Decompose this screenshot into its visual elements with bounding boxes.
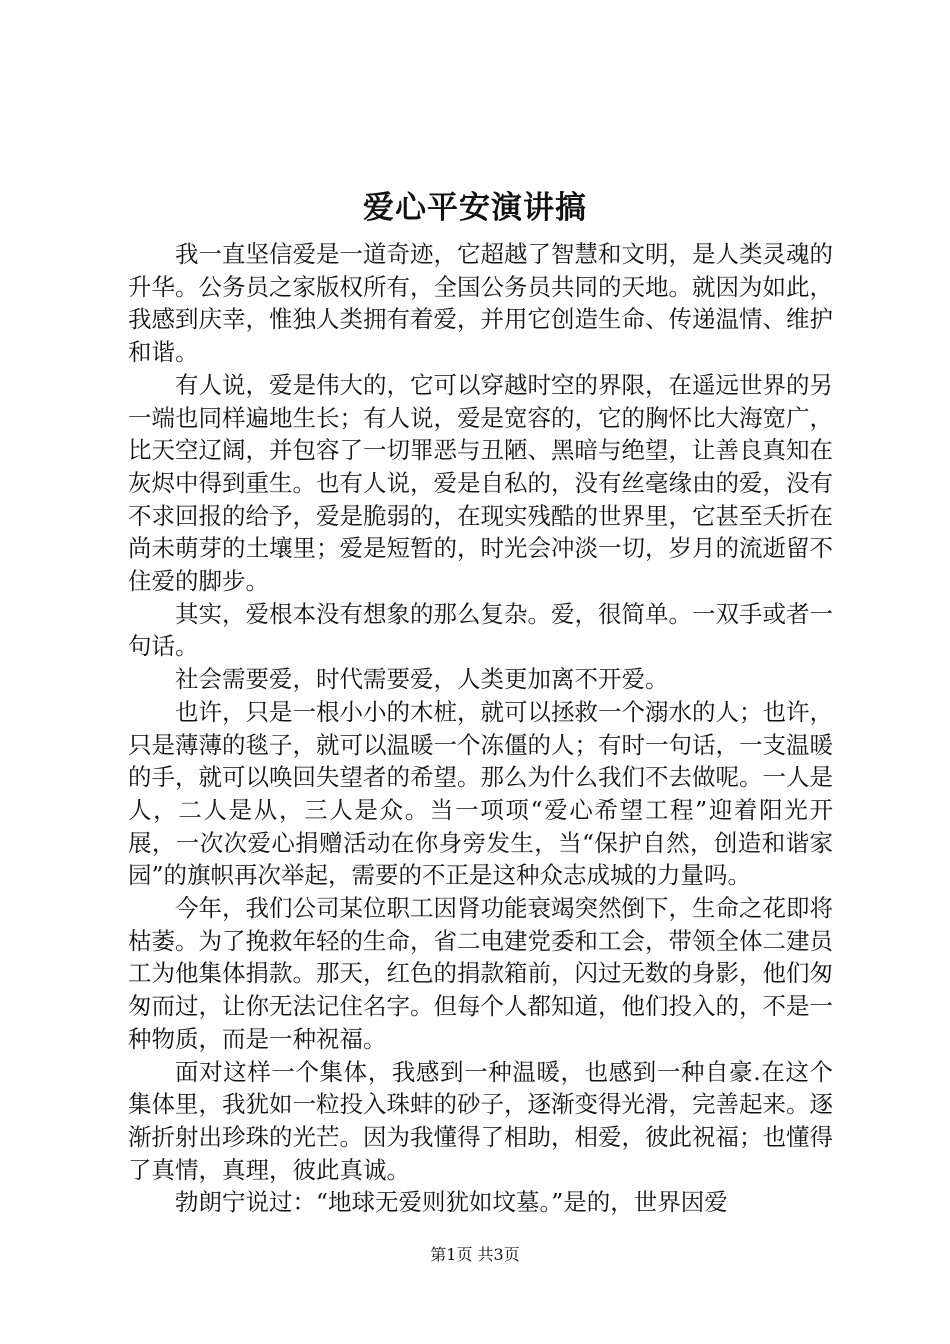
paragraph-4: 社会需要爱，时代需要爱，人类更加离不开爱。 [175,665,669,694]
paragraph-6: 今年，我们公司某位职工因肾功能衰竭突然倒下，生命之花即将枯萎。为了挽救年轻的生命，省二电建党委和工会，带领全体二建员工为他集体捐款。那天，红色的捐款箱前，闪过无数的身影，他们匆匆而过，让你无法记住名字。但每个人都知道，他们投入的，不是一种物质，而是一种祝福。 [128,894,833,1053]
document-body [128,238,833,1219]
paragraph-5: 也许，只是一根小小的木桩，就可以拯救一个溺水的人；也许，只是薄薄的毯子，就可以温暖一个冻僵的人；有时一句话，一支温暖的手，就可以唤回失望者的希望。那么为什么我们不去做呢。一人是人，二人是从，三人是众。当一项项“爱心希望工程”迎着阳光开展，一次次爱心捐赠活动在你身旁发生，当“保护自然，创造和谐家园”的旗帜再次举起，需要的不正是这种众志成城的力量吗。 [128,697,833,890]
page-footer: 第1页 共3页 [430,1245,520,1264]
paragraph-7: 面对这样一个集体，我感到一种温暖，也感到一种自豪.在这个集体里，我犹如一粒投入珠蚌的砂子，逐渐变得光滑，完善起来。逐渐折射出珍珠的光芒。因为我懂得了相助，相爱，彼此祝福；也懂得了真情，真理，彼此真诚。 [128,1057,833,1184]
paragraph-8: 勃朗宁说过：“地球无爱则犹如坟墓。”是的，世界因爱 [175,1188,728,1217]
paragraph-3: 其实，爱根本没有想象的那么复杂。爱，很简单。一双手或者一句话。 [128,599,833,661]
paragraph-2: 有人说，爱是伟大的，它可以穿越时空的界限，在遥远世界的另一端也同样遍地生长；有人说，爱是宽容的，它的胸怀比大海宽广，比天空辽阔，并包容了一切罪恶与丑陋、黑暗与绝望，让善良真知在灰烬中得到重生。也有人说，爱是自私的，没有丝毫缘由的爱，没有不求回报的给予，爱是脆弱的，在现实残酷的世界里，它甚至夭折在尚未萌芽的土壤里；爱是短暂的，时光会冲淡一切，岁月的流逝留不住爱的脚步。 [128,370,833,596]
document-title: 爱心平安演讲搞 [363,190,587,226]
paragraph-1: 我一直坚信爱是一道奇迹，它超越了智慧和文明，是人类灵魂的升华。公务员之家版权所有，全国公务员共同的天地。就因为如此，我感到庆幸，惟独人类拥有着爱，并用它创造生命、传递温情、维护和谐。 [128,240,833,367]
